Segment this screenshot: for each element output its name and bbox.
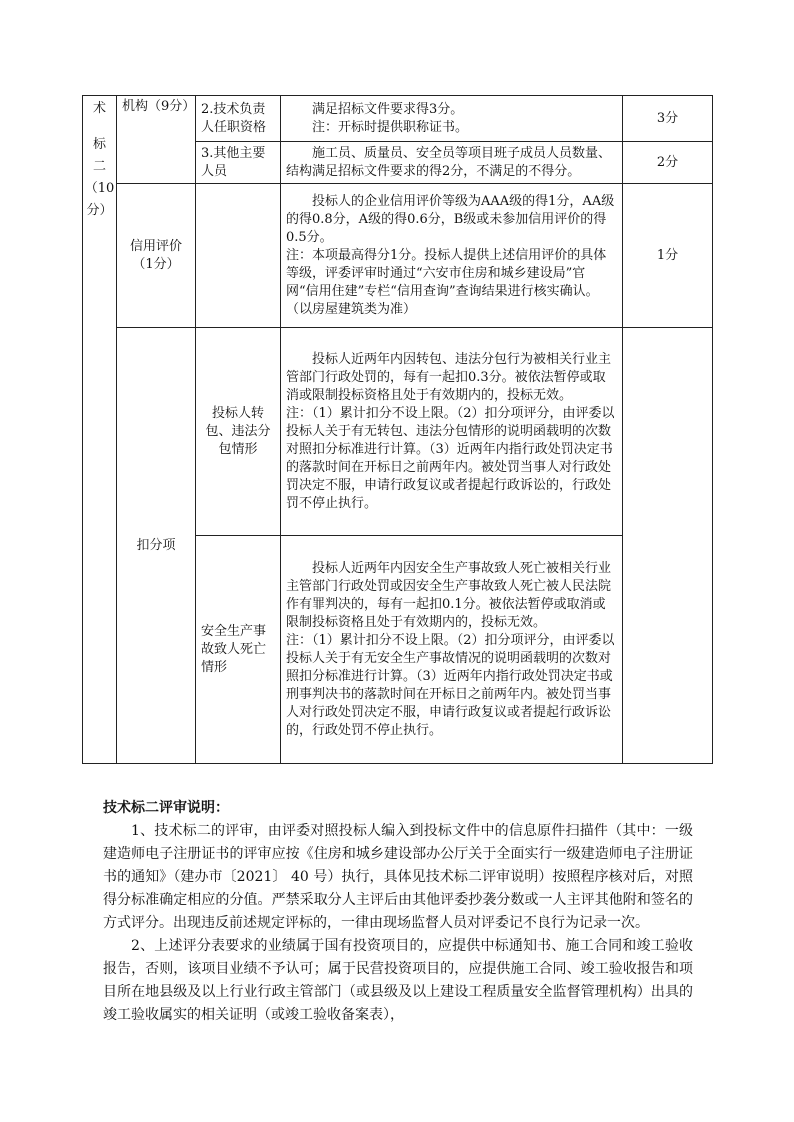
- category-cell: [117, 96, 196, 184]
- criteria-cell: [281, 536, 623, 764]
- criteria-text: 投标人的企业信用评价等级为AAA级的得1分，AA级的得0.8分，A级的得0.6分，B级或未参加信用评价的得0.5分。: [286, 193, 615, 245]
- criteria-text: 投标人近两年内因转包、违法分包行为被相关行业主管部门行政处罚的，每有一起扣0.3分。被依法暂停或取消或限制投标资格且处于有效期内的，投标无效。: [286, 351, 612, 403]
- table-row: [83, 184, 713, 328]
- criteria-text: 满足招标文件要求得3分。: [312, 101, 464, 117]
- category-label: 信用评价: [129, 238, 182, 254]
- item-cell-empty: [196, 184, 281, 328]
- item-label: 3.其他主要人员: [201, 145, 266, 179]
- score-value: 3分: [656, 110, 679, 126]
- notes-heading: 技术标二评审说明：: [103, 800, 229, 816]
- criteria-text: 施工员、质量员、安全员等项目班子成员人员数量、结构满足招标文件要求的得2分，不满足的不得分。: [286, 145, 612, 179]
- item-cell: [196, 536, 281, 764]
- criteria-cell: [281, 142, 623, 184]
- criteria-note: 注：本项最高得分1分。投标人提供上述信用评价的具体等级，评委评审时通过“六安市住房和城乡建设局”官网“信用住建”专栏“信用查询”查询结果进行核实确认。（以房屋建筑类为准）: [286, 247, 607, 317]
- criteria-text: 投标人近两年内因安全生产事故致人死亡被相关行业主管部门行政处罚或因安全生产事故致人死亡被人民法院作有罪判决的，每有一起扣0.1分。被依法暂停或取消或限制投标资格且处于有效期内的，投标无效。: [286, 560, 612, 630]
- table-row: [83, 328, 713, 536]
- score-value: 1分: [656, 247, 679, 263]
- review-notes: [103, 797, 693, 1027]
- score-cell-empty: [623, 328, 713, 764]
- notes-paragraph: 1、技术标二的评审，由评委对照投标人编入到投标文件中的信息原件扫描件（其中：一级建造师电子注册证书的评审应按《住房和城乡建设部办公厅关于全面实行一级建造师电子注册证书的通知》（建办市〔2021〕 40 号）执行，具体见技术标二评审说明）按照程序核对后，对照得分标准确定相应的分值。严禁采取分人主评后由其他评委抄袭分数或一人主评其他附和签名的方式评分。出现违反前述规定评标的，一律由现场监督人员对评委记不良行为记录一次。: [103, 823, 693, 931]
- item-cell: [196, 328, 281, 536]
- category-label: 机构（9分）: [122, 99, 196, 114]
- section-label-line: （10: [84, 181, 115, 196]
- category-points: （1分）: [132, 256, 180, 272]
- category-cell: [117, 328, 196, 764]
- item-label: 投标人转包、违法分包情形: [205, 405, 271, 457]
- criteria-cell: [281, 96, 623, 142]
- notes-paragraph: 2、上述评分表要求的业绩属于国有投资项目的，应提供中标通知书、施工合同和竣工验收报告，否则，该项目业绩不予认可；属于民营投资项目的，应提供施工合同、竣工验收报告和项目所在地县级及以上行业行政主管部门（或县级及以上建设工程质量安全监督管理机构）出具的竣工验收属实的相关证明（或竣工验收备案表），: [103, 938, 693, 1023]
- criteria-note: 注：开标时提供职称证书。: [312, 119, 469, 135]
- criteria-note: 注：（1）累计扣分不设上限。（2）扣分项评分，由评委以投标人关于有无安全生产事故情况的说明函载明的次数对照扣分标准进行计算。（3）近两年内指行政处罚决定书或刑事判决书的落款时间在开标日之前两年内。被处罚当事人对行政处罚决定不服，申请行政复议或者提起行政诉讼的，行政处罚不停止执行。: [286, 632, 615, 738]
- score-value: 2分: [656, 154, 679, 170]
- table-row: [83, 96, 713, 142]
- score-cell: [623, 96, 713, 142]
- item-cell: [196, 96, 281, 142]
- category-cell: [117, 184, 196, 328]
- score-cell: [623, 142, 713, 184]
- criteria-cell: [281, 328, 623, 536]
- criteria-note: 注：（1）累计扣分不设上限。（2）扣分项评分，由评委以投标人关于有无转包、违法分包情形的说明函载明的次数对照扣分标准进行计算。（3）近两年内指行政处罚决定书的落款时间在开标日之前两年内。被处罚当事人对行政处罚决定不服，申请行政复议或者提起行政诉讼的，行政处罚不停止执行。: [286, 405, 615, 511]
- section-label-line: 术: [92, 101, 106, 116]
- item-label: 2.技术负责人任职资格: [201, 101, 267, 135]
- item-label: 安全生产事故致人死亡情形: [201, 623, 267, 675]
- scoring-table: [82, 95, 713, 764]
- criteria-cell: [281, 184, 623, 328]
- section-label-line: 标: [92, 137, 106, 152]
- section-label-line: 二: [92, 159, 106, 174]
- score-cell: [623, 184, 713, 328]
- section-label-cell: [83, 96, 117, 764]
- item-cell: [196, 142, 281, 184]
- category-label: 扣分项: [136, 537, 176, 553]
- section-label-line: 分）: [86, 203, 113, 218]
